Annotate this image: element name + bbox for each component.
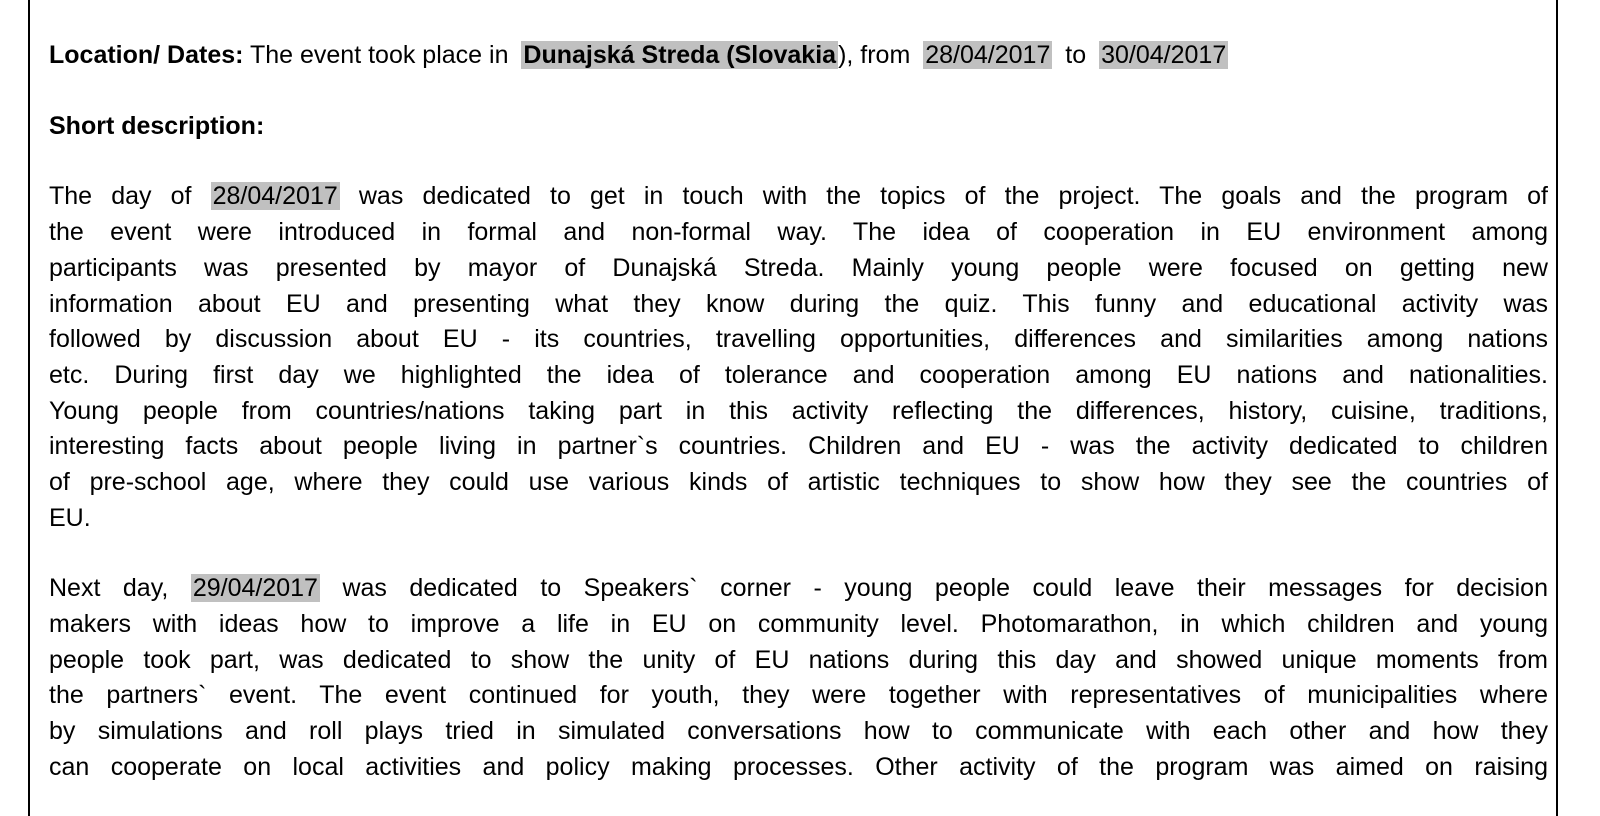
location-text-mid: ), from: [838, 41, 918, 69]
p1-date: 28/04/2017: [212, 182, 338, 210]
location-dates-line: [49, 37, 1228, 73]
paragraph1-line: of pre-school age, where they could use various kinds of artistic techniques to show how they see the countries of: [49, 468, 1548, 496]
paragraph1-line: participants was presented by mayor of Dunajská Streda. Mainly young people were focused on getting new: [49, 254, 1548, 282]
paragraph2-line: the partners` event. The event continued for youth, they were together with representatives of municipalities where: [49, 681, 1548, 709]
paragraph1-line: Young people from countries/nations taking part in this activity reflecting the differences, history, cuisine, traditions,: [49, 397, 1548, 425]
paragraph1-line: the event were introduced in formal and non-formal way. The idea of cooperation in EU environment among: [49, 218, 1548, 246]
paragraph1-line: interesting facts about people living in partner`s countries. Children and EU - was the activity dedicated to children: [49, 432, 1548, 460]
paragraph2-line: makers with ideas how to improve a life in EU on community level. Photomarathon, in which children and young: [49, 610, 1548, 638]
to-word: to: [1058, 41, 1094, 69]
paragraph1-line: information about EU and presenting what they know during the quiz. This funny and educational activity was: [49, 290, 1548, 318]
short-description-heading: Short description:: [49, 112, 265, 140]
paragraph2-line: people took part, was dedicated to show the unity of EU nations during this day and showed unique moments from: [49, 646, 1548, 674]
paragraph2-line: can cooperate on local activities and policy making processes. Other activity of the program was aimed on raising: [49, 753, 1548, 781]
paragraph1-line: etc. During first day we highlighted the idea of tolerance and cooperation among EU nations and nationalities.: [49, 361, 1548, 389]
location-text-before: The event took place in: [243, 41, 516, 69]
paragraph1-last-line: EU.: [49, 504, 91, 532]
paragraph1-line1: [49, 178, 1548, 214]
p2-line1-after: was dedicated to Speakers` corner - young people could leave their messages for decision: [319, 574, 1548, 602]
location-place: Dunajská Streda (Slovakia: [523, 41, 837, 69]
paragraph2-line: by simulations and roll plays tried in simulated conversations how to communicate with each other and how they: [49, 717, 1548, 745]
p2-date: 29/04/2017: [192, 574, 318, 602]
p1-line1-before: The day of: [49, 182, 211, 210]
paragraph1-line: followed by discussion about EU - its countries, travelling opportunities, differences and similarities among nations: [49, 325, 1548, 353]
p2-line1-before: Next day,: [49, 574, 191, 602]
p1-line1-after: was dedicated to get in touch with the topics of the project. The goals and the program of: [339, 182, 1548, 210]
date-from: 28/04/2017: [925, 41, 1051, 69]
date-to: 30/04/2017: [1101, 41, 1227, 69]
paragraph2-line1: [49, 570, 1548, 606]
location-dates-label: Location/ Dates:: [49, 41, 244, 69]
